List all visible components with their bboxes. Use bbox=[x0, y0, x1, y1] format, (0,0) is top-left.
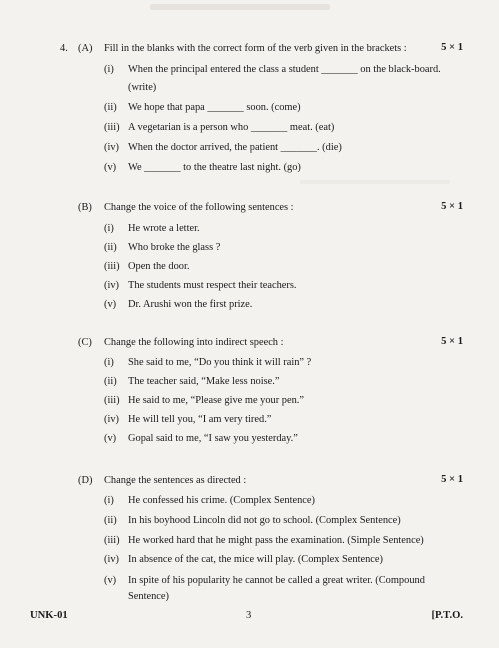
section-c-label: (C) bbox=[78, 337, 92, 348]
item-roman: (iii) bbox=[104, 261, 120, 272]
item-roman: (v) bbox=[104, 299, 117, 310]
item-text: We hope that papa _______ soon. (come) bbox=[128, 102, 301, 113]
item-text: She said to me, “Do you think it will rain” ? bbox=[128, 357, 312, 368]
item-roman: (iii) bbox=[104, 535, 120, 546]
section-b-instruction: Change the voice of the following sentences : bbox=[104, 202, 294, 213]
question-number: 4. bbox=[60, 43, 68, 54]
item-continuation: Sentence) bbox=[128, 591, 169, 602]
section-c-instruction: Change the following into indirect speech : bbox=[104, 337, 284, 348]
show-through-mark bbox=[150, 4, 330, 10]
item-roman: (iv) bbox=[104, 280, 120, 291]
item-text: When the doctor arrived, the patient _______. (die) bbox=[128, 142, 342, 153]
item-text: He wrote a letter. bbox=[128, 223, 200, 234]
item-roman: (ii) bbox=[104, 376, 117, 387]
item-text: The teacher said, “Make less noise.” bbox=[128, 376, 280, 387]
item-text: He confessed his crime. (Complex Sentence) bbox=[128, 495, 315, 506]
item-text: Gopal said to me, “I saw you yesterday.” bbox=[128, 433, 298, 444]
item-text: Who broke the glass ? bbox=[128, 242, 221, 253]
item-roman: (iii) bbox=[104, 395, 120, 406]
item-roman: (iv) bbox=[104, 414, 120, 425]
item-text: Open the door. bbox=[128, 261, 190, 272]
page-number: 3 bbox=[246, 610, 252, 621]
item-text: The students must respect their teachers. bbox=[128, 280, 297, 291]
item-text: He will tell you, “I am very tired.” bbox=[128, 414, 272, 425]
item-roman: (v) bbox=[104, 575, 117, 586]
item-roman: (v) bbox=[104, 162, 117, 173]
section-d-instruction: Change the sentences as directed : bbox=[104, 475, 247, 486]
section-d-label: (D) bbox=[78, 475, 93, 486]
item-text: We _______ to the theatre last night. (go) bbox=[128, 162, 301, 173]
item-roman: (ii) bbox=[104, 515, 117, 526]
item-roman: (ii) bbox=[104, 242, 117, 253]
show-through-mark bbox=[300, 180, 450, 184]
section-a-label: (A) bbox=[78, 43, 93, 54]
item-roman: (i) bbox=[104, 64, 114, 75]
item-roman: (iii) bbox=[104, 122, 120, 133]
item-text: In spite of his popularity he cannot be called a great writer. (Compound bbox=[128, 575, 425, 586]
item-text: He worked hard that he might pass the examination. (Simple Sentence) bbox=[128, 535, 424, 546]
item-roman: (v) bbox=[104, 433, 117, 444]
paper-code: UNK-01 bbox=[30, 610, 68, 621]
section-c-marks: 5 × 1 bbox=[441, 336, 463, 347]
item-continuation: (write) bbox=[128, 82, 157, 93]
item-roman: (iv) bbox=[104, 142, 120, 153]
item-text: Dr. Arushi won the first prize. bbox=[128, 299, 253, 310]
item-roman: (iv) bbox=[104, 554, 120, 565]
section-d-marks: 5 × 1 bbox=[441, 474, 463, 485]
section-a-marks: 5 × 1 bbox=[441, 42, 463, 53]
item-roman: (i) bbox=[104, 357, 114, 368]
item-text: A vegetarian is a person who _______ meat. (eat) bbox=[128, 122, 335, 133]
item-roman: (i) bbox=[104, 495, 114, 506]
item-roman: (i) bbox=[104, 223, 114, 234]
item-text: In his boyhood Lincoln did not go to school. (Complex Sentence) bbox=[128, 515, 401, 526]
section-a-instruction: Fill in the blanks with the correct form of the verb given in the brackets : bbox=[104, 43, 407, 54]
section-b-marks: 5 × 1 bbox=[441, 201, 463, 212]
section-b-label: (B) bbox=[78, 202, 92, 213]
pto-marker: [P.T.O. bbox=[431, 610, 463, 621]
item-text: In absence of the cat, the mice will play. (Complex Sentence) bbox=[128, 554, 383, 565]
item-roman: (ii) bbox=[104, 102, 117, 113]
item-text: When the principal entered the class a student _______ on the black-board. bbox=[128, 64, 441, 75]
item-text: He said to me, “Please give me your pen.” bbox=[128, 395, 305, 406]
